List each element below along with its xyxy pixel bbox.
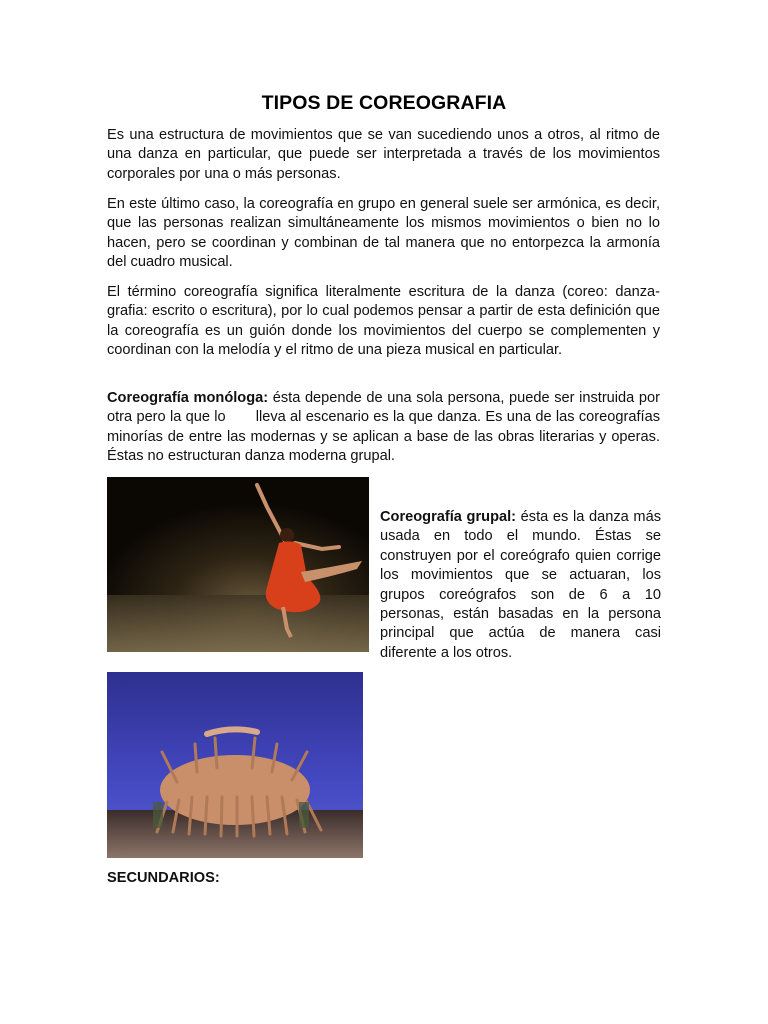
section-heading-secundarios: SECUNDARIOS: <box>107 870 220 886</box>
paragraph-grupal <box>380 508 661 663</box>
paragraph-term: El término coreografía significa literalmente escritura de la danza (coreo: danza-grafia: escrito o escritura), por lo cual podemos pensar a partir de esta definición que la coreografía es un guión donde los movimientos del cuerpo se complementen y coordinan con la melodía y el ritmo de una pieza musical en particular. <box>107 284 660 359</box>
grupal-text: ésta es la danza más usada en todo el mundo. Éstas se construyen por el coreógrafo quien corrige los movimientos que se actuaran, los grupos coreógrafos son de 6 a 10 personas, están basadas en la persona principal que actúa de manera casi diferente a los otros. <box>380 509 661 661</box>
paragraph-group: En este último caso, la coreografía en grupo en general suele ser armónica, es decir, que las personas realizan simultáneamente los mismos movimientos o bien no lo hacen, pero se coordinan y combinan de tal manera que no entorpezca la armonía del cuadro musical. <box>107 196 660 271</box>
monologa-text: ésta depende de una sola persona, puede ser instruida por otra pero la que lo lleva al escenario es la que danza. Es una de las coreografías minorías de entre las modernas y se aplican a base de las obras literarias y operas. Éstas no estructuran danza moderna grupal. <box>107 390 665 465</box>
grupal-label: Coreografía grupal: <box>380 509 517 525</box>
monologa-label: Coreografía monóloga: <box>107 390 269 406</box>
paragraph-monologa <box>107 389 665 467</box>
solo-dancer-image <box>107 477 369 652</box>
paragraph-intro: Es una estructura de movimientos que se van sucediendo unos a otros, al ritmo de una danza en particular, que puede ser interpretada a través de los movimientos corporales por una o más personas. <box>107 127 660 182</box>
group-dancers-image <box>107 672 363 858</box>
page-title: TIPOS DE COREOGRAFIA <box>261 92 507 114</box>
